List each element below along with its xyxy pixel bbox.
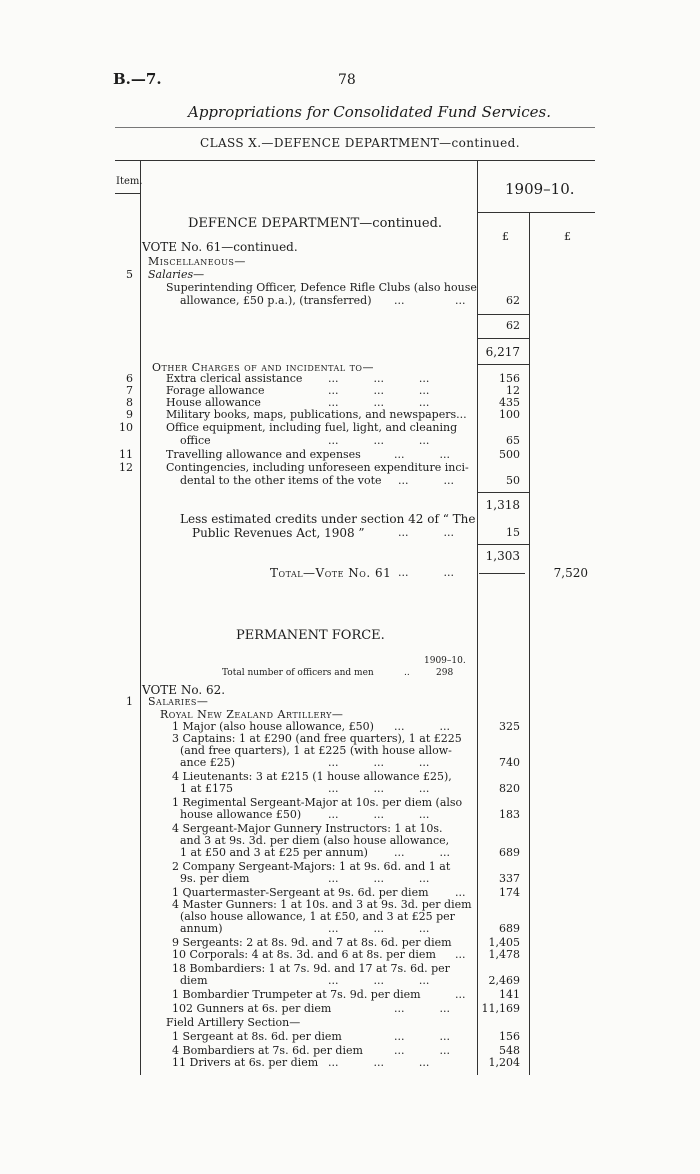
leader-dots: ... — [455, 886, 466, 899]
leader-dots: ... — [455, 948, 466, 961]
leader-dots: ... ... — [398, 474, 454, 487]
salary-line-text: 3 Captains: 1 at £290 (and free quarters), 1 at £225 — [172, 732, 462, 745]
subtotal-rule — [477, 364, 529, 365]
charge-label: Forage allowance — [166, 384, 265, 397]
year-column-header: 1909–10. — [505, 180, 575, 198]
item-number: 10 — [119, 421, 133, 434]
salary-line-text: (and free quarters), 1 at £225 (with house allow- — [180, 744, 452, 757]
superintending-line-2: allowance, £50 p.a.), (transferred) — [180, 294, 372, 307]
pound-sign-right: £ — [564, 230, 571, 243]
charge-label: Office equipment, including fuel, light, and cleaning — [166, 421, 458, 434]
total-men-value: 298 — [436, 668, 454, 678]
leader-dots: ... ... — [394, 1030, 450, 1043]
amount: 689 — [499, 922, 520, 935]
field-line-text: 1 Sergeant at 8s. 6d. per diem — [172, 1030, 342, 1043]
amount: 1,405 — [488, 936, 520, 949]
subtotal-rule — [477, 338, 529, 339]
leader-dots: ... — [455, 294, 466, 307]
charges-total: 1,318 — [485, 498, 520, 512]
net-amount: 1,303 — [485, 549, 520, 563]
salary-line-text: 4 Sergeant-Major Gunnery Instructors: 1 at 10s. — [172, 822, 443, 835]
subtotal-rule — [477, 544, 529, 545]
subtotal-amount: 6,217 — [485, 345, 520, 359]
amount: 548 — [499, 1044, 520, 1057]
amount: 174 — [499, 886, 520, 899]
salary-line-text: and 3 at 9s. 3d. per diem (also house allowance, — [180, 834, 450, 847]
amount: 65 — [506, 434, 520, 447]
salary-line-text: 9s. per diem — [180, 872, 250, 885]
leader-dots: ... ... ... — [328, 808, 430, 821]
item-column-header: Item. — [116, 176, 143, 187]
amount: 325 — [499, 720, 520, 733]
leader-dots: .. — [404, 668, 410, 678]
amount-column-rule — [477, 160, 478, 1075]
leader-dots: ... — [394, 294, 405, 307]
page-ref: B.—7. — [113, 70, 162, 88]
rnza-heading: Royal New Zealand Artillery— — [160, 708, 344, 721]
less-credits-line-2: Public Revenues Act, 1908 ” — [192, 526, 365, 540]
less-credits-line-1: Less estimated credits under section 42 of “ The — [180, 512, 476, 526]
amount: 50 — [506, 474, 520, 487]
amount: 156 — [499, 372, 520, 385]
item-number: 1 — [126, 695, 133, 708]
salary-line-text: 4 Master Gunners: 1 at 10s. and 3 at 9s. 3d. per diem — [172, 898, 472, 911]
charge-label-cont: dental to the other items of the vote — [180, 474, 382, 487]
total-vote-61-label: Total—Vote No. 61 — [270, 566, 392, 580]
amount: 435 — [499, 396, 520, 409]
salary-line-text: 1 Regimental Sergeant-Major at 10s. per diem (also — [172, 796, 463, 809]
amount: 1,204 — [488, 1056, 520, 1069]
item-number: 5 — [126, 268, 133, 281]
vote-61-heading: VOTE No. 61—continued. — [142, 240, 298, 254]
leader-dots: ... ... — [398, 526, 454, 539]
table-top-rule — [115, 160, 595, 161]
page-number: 78 — [338, 72, 356, 88]
salaries-heading: Salaries— — [148, 695, 209, 708]
leader-dots: ... ... — [394, 448, 450, 461]
amount: 337 — [499, 872, 520, 885]
leader-dots: ... ... ... — [328, 756, 430, 769]
amount: 15 — [506, 526, 520, 539]
amount: 500 — [499, 448, 520, 461]
leader-dots: ... ... ... — [328, 434, 430, 447]
year-header-rule — [477, 212, 595, 213]
subtotal-amount: 62 — [506, 319, 520, 332]
amount: 12 — [506, 384, 520, 397]
permanent-year: 1909–10. — [424, 656, 466, 666]
charge-label: Travelling allowance and expenses — [166, 448, 361, 461]
item-number: 6 — [126, 372, 133, 385]
charge-label: Contingencies, including unforeseen expenditure inci- — [166, 461, 469, 474]
amount: 740 — [499, 756, 520, 769]
salary-line-text: 4 Lieutenants: 3 at £215 (1 house allowance £25), — [172, 770, 452, 783]
salary-line-text: 1 Quartermaster-Sergeant at 9s. 6d. per diem — [172, 886, 429, 899]
section-heading: DEFENCE DEPARTMENT—continued. — [188, 216, 443, 231]
total-amount: 7,520 — [553, 566, 588, 580]
leader-dots: ... ... ... — [328, 922, 430, 935]
item-number: 9 — [126, 408, 133, 421]
charge-label: Military books, maps, publications, and newspapers... — [166, 408, 467, 421]
leader-dots: ... ... — [394, 846, 450, 859]
salary-line-text: 18 Bombardiers: 1 at 7s. 9d. and 17 at 7s. 6d. per — [172, 962, 450, 975]
vote-62-heading: VOTE No. 62. — [142, 683, 226, 697]
field-artillery-heading: Field Artillery Section— — [166, 1016, 301, 1029]
amount: 62 — [506, 294, 520, 307]
field-line-text: 4 Bombardiers at 7s. 6d. per diem — [172, 1044, 363, 1057]
leader-dots: ... ... ... — [328, 396, 430, 409]
miscellaneous-heading: Miscellaneous— — [148, 255, 246, 268]
total-men-label: Total number of officers and men — [222, 668, 374, 678]
salary-line-text: 1 at £50 and 3 at £25 per annum) — [180, 846, 368, 859]
page-title: Appropriations for Consolidated Fund Services. — [188, 103, 552, 121]
leader-dots: ... ... — [394, 720, 450, 733]
item-number: 8 — [126, 396, 133, 409]
item-number: 7 — [126, 384, 133, 397]
amount: 689 — [499, 846, 520, 859]
item-column-rule — [140, 160, 141, 1075]
charge-label-cont: office — [180, 434, 211, 447]
subtotal-rule — [477, 492, 529, 493]
salary-line-text: 1 Major (also house allowance, £50) — [172, 720, 374, 733]
salary-line-text: diem — [180, 974, 208, 987]
leader-dots: ... — [455, 988, 466, 1001]
salary-line-text: 1 at £175 — [180, 782, 233, 795]
amount: 183 — [499, 808, 520, 821]
subtotal-rule — [477, 314, 529, 315]
leader-dots: ... ... ... — [328, 372, 430, 385]
amount: 156 — [499, 1030, 520, 1043]
amount: 820 — [499, 782, 520, 795]
amount: 2,469 — [488, 974, 520, 987]
item-header-rule — [115, 193, 140, 194]
amount: 100 — [499, 408, 520, 421]
item-number: 11 — [119, 448, 133, 461]
salary-line-text: (also house allowance, 1 at £50, and 3 at £25 per — [180, 910, 455, 923]
salary-line-text: ance £25) — [180, 756, 236, 769]
amount: 141 — [499, 988, 520, 1001]
permanent-force-heading: PERMANENT FORCE. — [236, 628, 385, 643]
title-rule — [115, 127, 595, 128]
salaries-heading: Salaries— — [148, 268, 205, 281]
field-line-text: 11 Drivers at 6s. per diem — [172, 1056, 319, 1069]
salary-line-text: 2 Company Sergeant-Majors: 1 at 9s. 6d. and 1 at — [172, 860, 451, 873]
leader-dots: ... ... ... — [328, 974, 430, 987]
leader-dots: ... ... ... — [328, 782, 430, 795]
other-charges-heading: Other Charges of and incidental to— — [152, 361, 374, 374]
charge-label: Extra clerical assistance — [166, 372, 303, 385]
amount-sub-rule — [529, 212, 530, 1075]
superintending-line-1: Superintending Officer, Defence Rifle Clubs (also house — [166, 281, 477, 294]
leader-dots: ... ... — [398, 566, 454, 579]
amount: 1,478 — [488, 948, 520, 961]
leader-dots: ... ... ... — [328, 1056, 430, 1069]
leader-dots: ... ... — [394, 1044, 450, 1057]
class-line: CLASS X.—DEFENCE DEPARTMENT—continued. — [200, 136, 520, 150]
pound-sign-left: £ — [502, 230, 509, 243]
salary-line-text: 9 Sergeants: 2 at 8s. 9d. and 7 at 8s. 6d. per diem — [172, 936, 452, 949]
total-rule — [479, 573, 525, 574]
salary-line-text: house allowance £50) — [180, 808, 302, 821]
leader-dots: ... ... ... — [328, 872, 430, 885]
salary-line-text: 1 Bombardier Trumpeter at 7s. 9d. per diem — [172, 988, 421, 1001]
salary-line-text: 10 Corporals: 4 at 8s. 3d. and 6 at 8s. per diem — [172, 948, 436, 961]
item-number: 12 — [119, 461, 133, 474]
salary-line-text: 102 Gunners at 6s. per diem — [172, 1002, 332, 1015]
leader-dots: ... ... — [394, 1002, 450, 1015]
amount: 11,169 — [481, 1002, 520, 1015]
charge-label: House allowance — [166, 396, 261, 409]
salary-line-text: annum) — [180, 922, 223, 935]
leader-dots: ... ... ... — [328, 384, 430, 397]
